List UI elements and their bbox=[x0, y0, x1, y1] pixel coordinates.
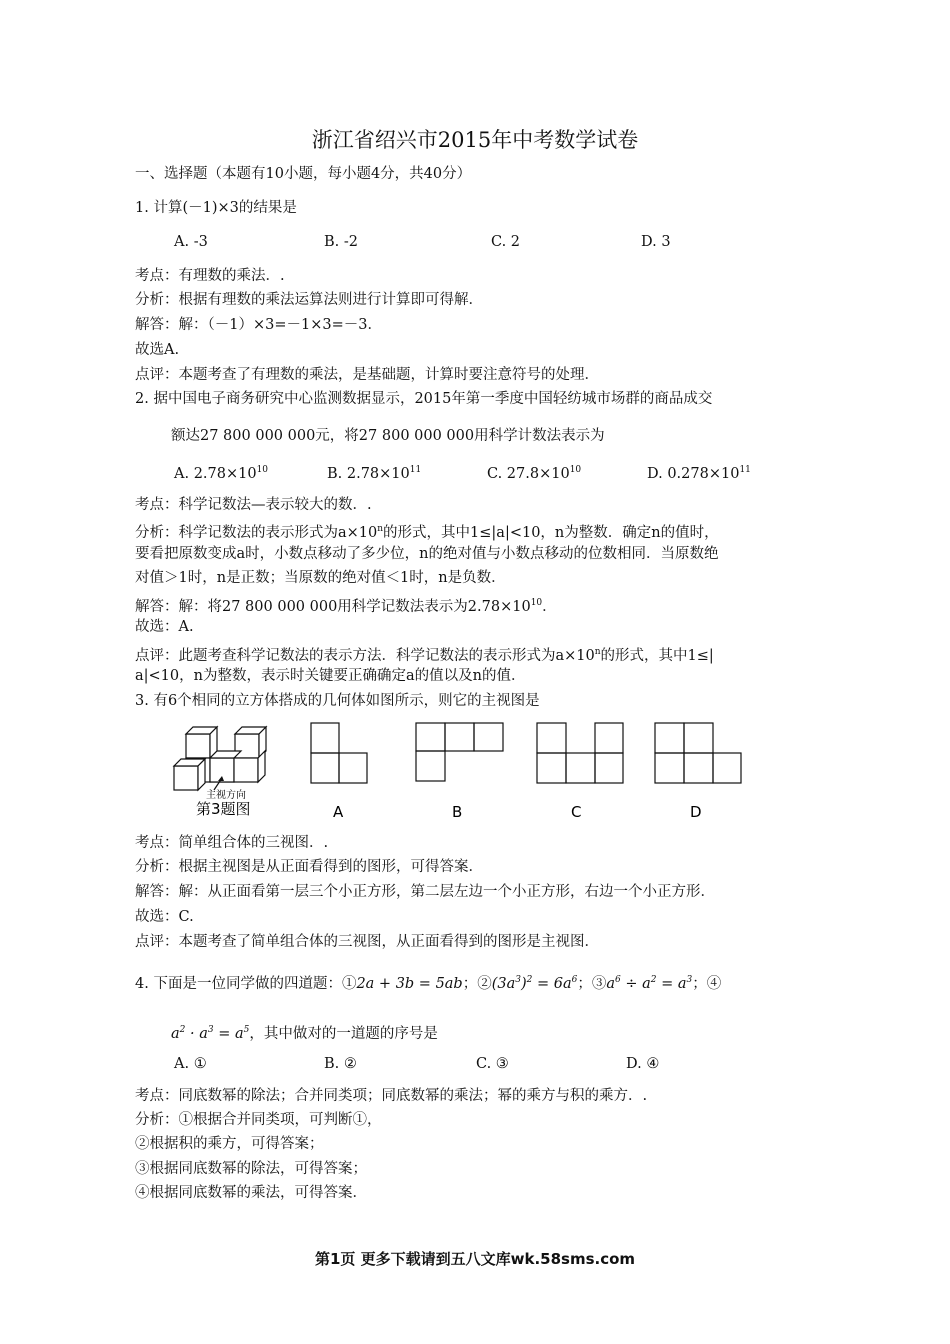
q4-option-b: B. ② bbox=[324, 1056, 357, 1072]
q3-option-d-figure bbox=[655, 723, 741, 783]
page-footer: 第1页 更多下载请到五八文库wk.58sms.com bbox=[314, 1250, 636, 1268]
q4-fenxi-4: ④根据同底数幂的乘法，可得答案． bbox=[135, 1185, 367, 1201]
q1-stem: 1. 计算(－1)×3的结果是 bbox=[135, 200, 297, 216]
section-heading: 一、选择题（本题有10小题，每小题4分，共40分） bbox=[135, 166, 472, 182]
q1-kaodian: 考点：有理数的乘法．. bbox=[135, 268, 285, 284]
q3-stem: 3. 有6个相同的立方体搭成的几何体如图所示，则它的主视图是 bbox=[135, 693, 540, 709]
q2-dianping-line1: 点评：此题考查科学记数法的表示方法．科学记数法的表示形式为$a\times 10^n$的形式，其中1≤| bbox=[135, 647, 714, 664]
q3-dianping: 点评：本题考查了简单组合体的三视图，从正面看得到的图形是主视图． bbox=[135, 934, 599, 950]
q4-stem-line1: 4. 下面是一位同学做的四道题：①2a + 3b = 5ab；$②(3a^3)^2 = 6a^6$；$③a^6 \div a^2 = a^3$；④ bbox=[135, 975, 722, 992]
q2-option-b: B. $2.78\times 10^{11}$ bbox=[327, 465, 422, 482]
q2-stem-line1: 2. 据中国电子商务研究中心监测数据显示，2015年第一季度中国轻纺城市场群的商品成交 bbox=[135, 391, 713, 407]
q3-jieda: 解答：解：从正面看第一层三个小正方形，第二层左边一个小正方形，右边一个小正方形． bbox=[135, 884, 715, 900]
q1-dianping: 点评：本题考查了有理数的乘法，是基础题，计算时要注意符号的处理． bbox=[135, 367, 599, 383]
q3-figure bbox=[160, 718, 760, 828]
q3-option-b-figure bbox=[416, 723, 503, 781]
page-title: 浙江省绍兴市2015年中考数学试卷 bbox=[311, 128, 639, 152]
q1-jieda: 解答：解：（－1）×3=－1×3=－3． bbox=[135, 317, 382, 333]
q2-option-a: A. $2.78\times 10^{10}$ bbox=[174, 465, 269, 482]
q4-fenxi-3: ③根据同底数幂的除法，可得答案； bbox=[135, 1161, 367, 1177]
q3-caption: 第3题图 bbox=[196, 800, 251, 818]
q4-option-d: D. ④ bbox=[626, 1056, 660, 1072]
q3-arrow-label: 主视方向 bbox=[206, 790, 246, 801]
q3-fenxi: 分析：根据主视图是从正面看得到的图形，可得答案． bbox=[135, 859, 483, 875]
q2-dianping-line2: a|<10，n为整数，表示时关键要正确确定a的值以及n的值． bbox=[135, 668, 526, 684]
q4-stem-line2: $a^2 \cdot a^3 = a^5$，其中做对的一道题的序号是 bbox=[171, 1025, 438, 1042]
q1-option-c: C. 2 bbox=[491, 234, 521, 250]
q2-option-d: D. $0.278\times 10^{11}$ bbox=[647, 465, 751, 482]
q1-option-d: D. 3 bbox=[641, 234, 671, 250]
q3-label-c: C bbox=[571, 803, 582, 821]
q3-label-b: B bbox=[452, 803, 463, 821]
q3-option-a-figure bbox=[311, 723, 367, 783]
q2-guxuan: 故选：A. bbox=[135, 619, 194, 635]
q4-kaodian: 考点：同底数幂的除法；合并同类项；同底数幂的乘法；幂的乘方与积的乘方．. bbox=[135, 1088, 648, 1104]
q1-option-a: A. -3 bbox=[174, 234, 208, 250]
q2-fenxi-line2: 要看把原数变成a时，小数点移动了多少位，n的绝对值与小数点移动的位数相同．当原数绝 bbox=[135, 546, 719, 562]
q4-option-a: A. ① bbox=[174, 1056, 207, 1072]
q1-option-b: B. -2 bbox=[324, 234, 358, 250]
q2-fenxi-line1: 分析：科学记数法的表示形式为$a\times 10^n$的形式，其中1≤|a|<10，n为整数．确定n的值时， bbox=[135, 524, 719, 541]
q2-jieda: 解答：解：将27 800 000 000用科学记数法表示为$2.78\times 10^{10}$． bbox=[135, 598, 557, 615]
q2-kaodian: 考点：科学记数法—表示较大的数．. bbox=[135, 497, 372, 513]
q3-kaodian: 考点：简单组合体的三视图．. bbox=[135, 835, 329, 851]
q2-option-c: C. $27.8\times 10^{10}$ bbox=[487, 465, 582, 482]
q1-guxuan: 故选A. bbox=[135, 342, 180, 358]
q2-fenxi-line3: 对值＞1时，n是正数；当原数的绝对值＜1时，n是负数． bbox=[135, 570, 506, 586]
q4-fenxi-2: ②根据积的乘方，可得答案； bbox=[135, 1136, 324, 1152]
q2-stem-line2: 额达27 800 000 000元，将27 800 000 000用科学计数法表示为 bbox=[171, 428, 605, 444]
q3-guxuan: 故选：C. bbox=[135, 909, 194, 925]
q3-option-c-figure bbox=[537, 723, 623, 783]
q4-option-c: C. ③ bbox=[476, 1056, 509, 1072]
q4-fenxi: 分析：①根据合并同类项，可判断①， bbox=[135, 1112, 382, 1128]
q3-label-d: D bbox=[690, 803, 702, 821]
q3-label-a: A bbox=[333, 803, 344, 821]
q1-fenxi: 分析：根据有理数的乘法运算法则进行计算即可得解． bbox=[135, 292, 483, 308]
